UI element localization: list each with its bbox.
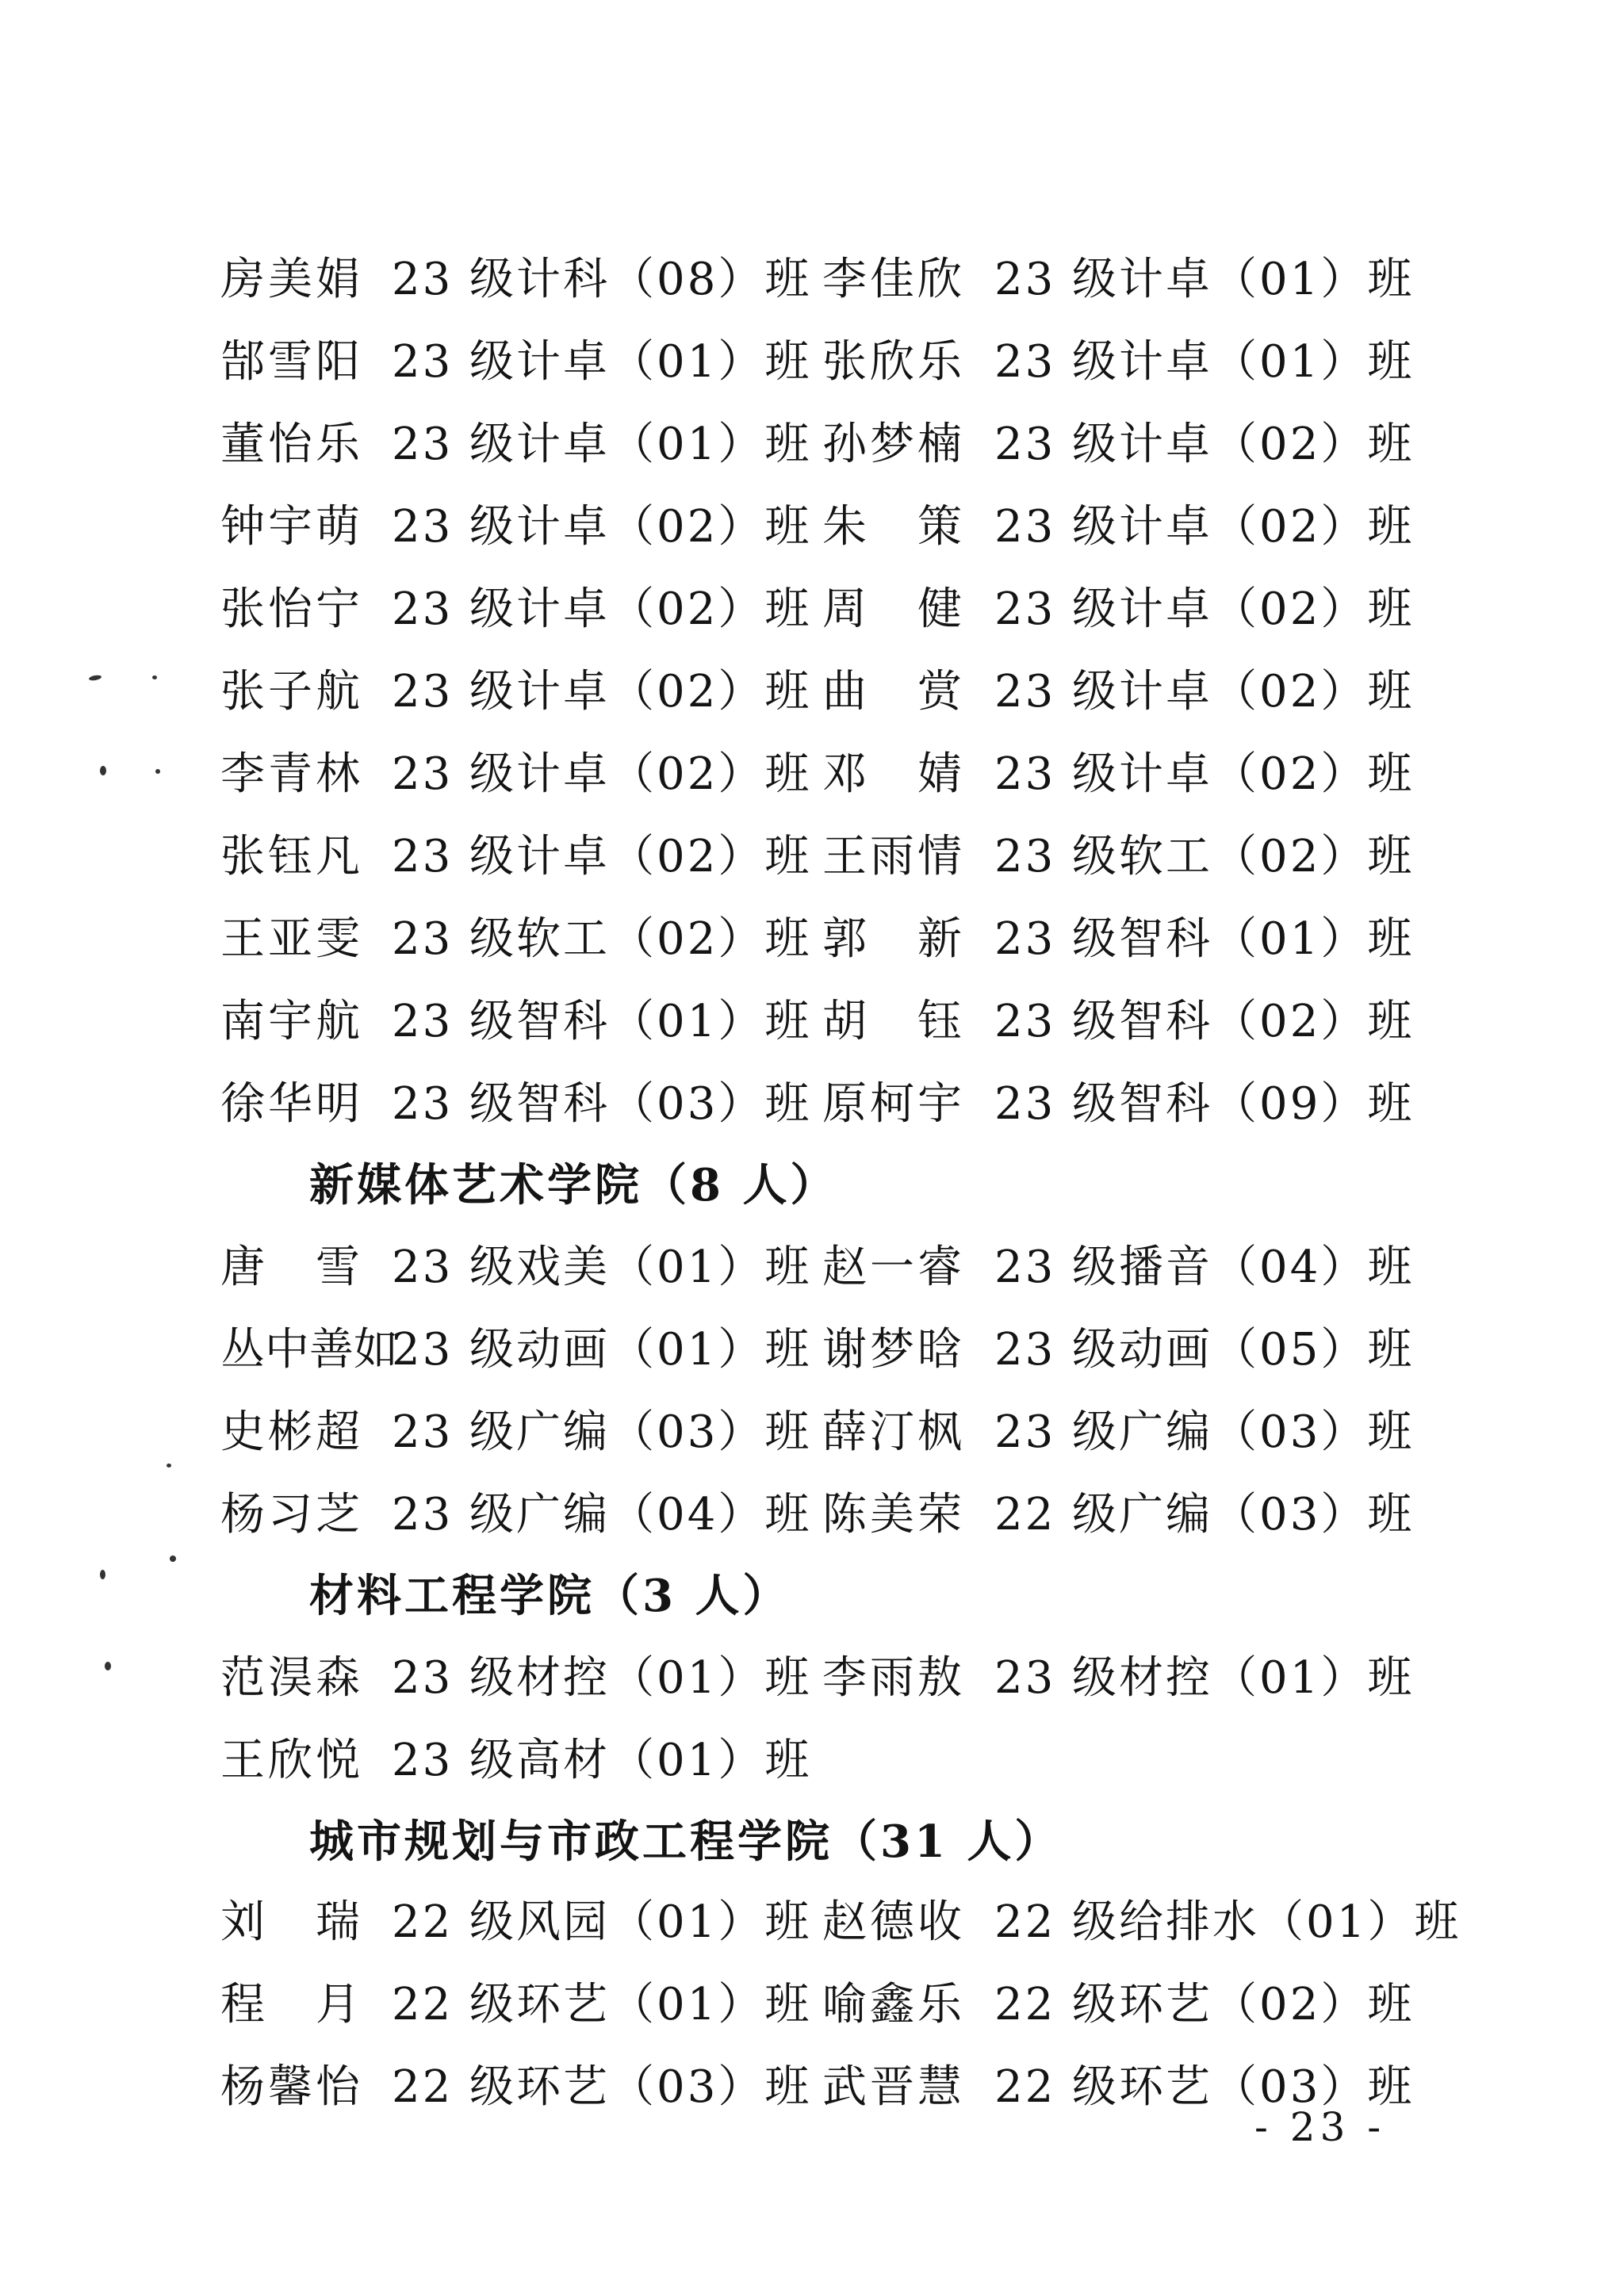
student-class: 23 级高材（01）班 <box>392 1735 812 1786</box>
student-name: 李青林 <box>220 748 363 800</box>
student-class: 23 级动画（05）班 <box>994 1324 1415 1376</box>
section-heading <box>0 1555 1624 1637</box>
student-name: 丛中善如 <box>220 1324 398 1376</box>
student-name: 李佳欣 <box>822 254 965 305</box>
student-name: 郜雪阳 <box>220 336 363 388</box>
student-name: 王雨情 <box>822 831 965 882</box>
student-class: 23 级计卓（02）班 <box>994 584 1415 635</box>
student-class: 23 级戏美（01）班 <box>392 1242 812 1293</box>
student-class: 23 级智科（01）班 <box>392 996 812 1047</box>
list-row <box>0 568 1624 651</box>
student-class: 23 级计卓（02）班 <box>392 666 812 718</box>
student-name: 陈美荣 <box>822 1489 965 1540</box>
student-name: 刘 瑞 <box>220 1896 363 1948</box>
list-row <box>0 1474 1624 1556</box>
student-name: 张钰凡 <box>220 831 363 882</box>
student-name: 徐华明 <box>220 1078 363 1130</box>
student-class: 23 级计卓（02）班 <box>392 584 812 635</box>
scan-speck <box>100 766 106 775</box>
student-name: 张怡宁 <box>220 584 363 635</box>
scan-speck <box>100 1570 105 1579</box>
student-class: 22 级给排水（01）班 <box>994 1896 1461 1948</box>
list-row <box>0 486 1624 568</box>
student-name: 李雨敖 <box>822 1652 965 1704</box>
list-row <box>0 1637 1624 1720</box>
student-class: 23 级计科（08）班 <box>392 254 812 305</box>
list-row <box>0 816 1624 898</box>
student-class: 23 级计卓（01）班 <box>392 336 812 388</box>
student-class: 23 级智科（03）班 <box>392 1078 812 1130</box>
student-name: 张子航 <box>220 666 363 718</box>
student-name: 房美娟 <box>220 254 363 305</box>
section-heading <box>0 1800 1624 1883</box>
student-class: 23 级计卓（01）班 <box>994 254 1415 305</box>
list-row <box>0 733 1624 816</box>
student-name: 范淏森 <box>220 1652 363 1704</box>
student-class: 22 级风园（01）班 <box>392 1896 812 1948</box>
student-name: 杨习芝 <box>220 1489 363 1540</box>
student-class: 23 级智科（02）班 <box>994 996 1415 1047</box>
student-name: 史彬超 <box>220 1406 363 1458</box>
student-name: 原柯宇 <box>822 1078 965 1130</box>
student-name: 孙梦楠 <box>822 419 965 470</box>
scan-speck <box>170 1556 176 1562</box>
student-class: 22 级环艺（03）班 <box>392 2061 812 2113</box>
student-class: 23 级计卓（01）班 <box>392 419 812 470</box>
student-name: 王欣悦 <box>220 1735 363 1786</box>
list-row <box>0 981 1624 1063</box>
student-name: 董怡乐 <box>220 419 363 470</box>
student-class: 23 级计卓（02）班 <box>392 501 812 553</box>
student-name: 胡 钰 <box>822 996 965 1047</box>
student-class: 23 级广编（03）班 <box>994 1406 1415 1458</box>
student-class: 22 级环艺（02）班 <box>994 1979 1415 2030</box>
list-row <box>0 321 1624 404</box>
student-class: 23 级计卓（02）班 <box>994 748 1415 800</box>
student-name: 谢梦晗 <box>822 1324 965 1376</box>
student-name: 赵德收 <box>822 1896 965 1948</box>
list-row <box>0 1964 1624 2046</box>
student-class: 23 级计卓（01）班 <box>994 336 1415 388</box>
student-name: 郭 新 <box>822 913 965 965</box>
student-name: 南宇航 <box>220 996 363 1047</box>
section-heading-text: 材料工程学院（3 人） <box>309 1570 791 1622</box>
student-class: 23 级软工（02）班 <box>994 831 1415 882</box>
section-heading-text: 城市规划与市政工程学院（31 人） <box>309 1816 1063 1868</box>
student-class: 23 级计卓（02）班 <box>392 748 812 800</box>
student-class: 23 级材控（01）班 <box>994 1652 1415 1704</box>
student-class: 23 级播音（04）班 <box>994 1242 1415 1293</box>
student-name: 朱 策 <box>822 501 965 553</box>
student-class: 23 级广编（04）班 <box>392 1489 812 1540</box>
student-name: 王亚雯 <box>220 913 363 965</box>
list-row <box>0 651 1624 733</box>
scan-speck <box>167 1464 171 1468</box>
student-class: 23 级智科（09）班 <box>994 1078 1415 1130</box>
list-row <box>0 404 1624 486</box>
list-row <box>0 898 1624 981</box>
student-name: 薛汀枫 <box>822 1406 965 1458</box>
section-heading <box>0 1144 1624 1226</box>
student-name: 唐 雪 <box>220 1242 363 1293</box>
list-row <box>0 1063 1624 1146</box>
student-name: 张欣乐 <box>822 336 965 388</box>
student-name: 周 健 <box>822 584 965 635</box>
student-name: 程 月 <box>220 1979 363 2030</box>
student-class: 23 级计卓（02）班 <box>994 501 1415 553</box>
student-class: 22 级环艺（01）班 <box>392 1979 812 2030</box>
list-row <box>0 1226 1624 1309</box>
scan-speck <box>152 675 157 679</box>
student-name: 杨馨怡 <box>220 2061 363 2113</box>
student-name: 钟宇萌 <box>220 501 363 553</box>
list-row <box>0 1309 1624 1391</box>
scan-speck <box>155 769 160 774</box>
student-name: 曲 赏 <box>822 666 965 718</box>
student-class: 23 级计卓（02）班 <box>994 666 1415 718</box>
scan-speck <box>105 1662 111 1670</box>
student-name: 赵一睿 <box>822 1242 965 1293</box>
section-heading-text: 新媒体艺术学院（8 人） <box>309 1159 838 1211</box>
student-class: 23 级材控（01）班 <box>392 1652 812 1704</box>
student-class: 22 级广编（03）班 <box>994 1489 1415 1540</box>
page-number: - 23 - <box>1254 2104 1386 2150</box>
student-class: 23 级动画（01）班 <box>392 1324 812 1376</box>
student-class: 23 级计卓（02）班 <box>392 831 812 882</box>
student-class: 23 级计卓（02）班 <box>994 419 1415 470</box>
list-row <box>0 1720 1624 1802</box>
student-name: 喻鑫乐 <box>822 1979 965 2030</box>
student-class: 22 级环艺（03）班 <box>994 2061 1415 2113</box>
student-name: 邓 婧 <box>822 748 965 800</box>
student-class: 23 级广编（03）班 <box>392 1406 812 1458</box>
student-class: 23 级智科（01）班 <box>994 913 1415 965</box>
student-class: 23 级软工（02）班 <box>392 913 812 965</box>
student-name: 武晋慧 <box>822 2061 965 2113</box>
list-row <box>0 1391 1624 1474</box>
list-row <box>0 239 1624 321</box>
list-row <box>0 1881 1624 1964</box>
